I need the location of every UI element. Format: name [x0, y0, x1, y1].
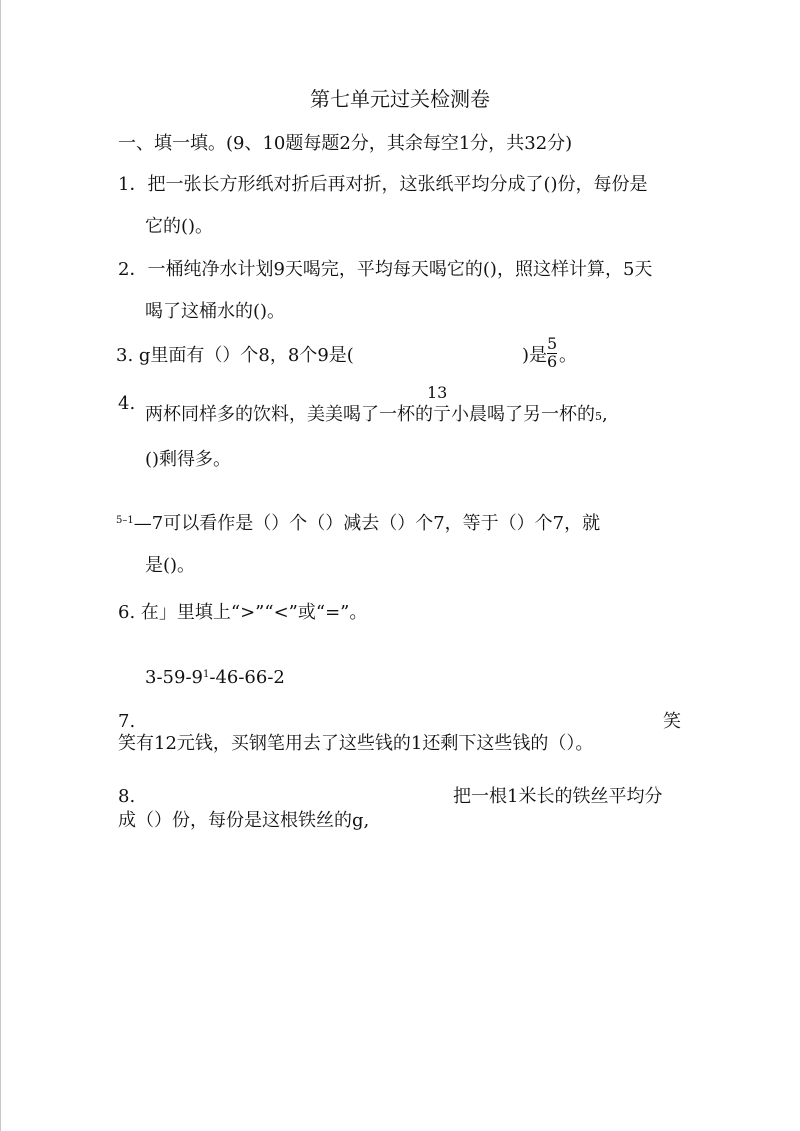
question-7-number: 7. [118, 711, 136, 732]
fraction-denominator: 6 [547, 352, 558, 371]
question-4-top-number: 13 [427, 383, 448, 402]
question-7-line-2: 笑有12元钱，买钢笔用去了这些钱的1还剩下这些钱的（）。 [118, 733, 594, 754]
question-6-expression [145, 664, 285, 689]
question-1-line-2: 它的()。 [145, 216, 214, 237]
fraction-five-sixths [547, 334, 559, 371]
question-5-text: —7可以看作是（）个（）减去（）个7，等于（）个7，就 [133, 513, 601, 534]
question-6-line-1: 6. 在」里填上“>”“<”或“=”。 [118, 602, 368, 623]
question-8-right: 把一根1米长的铁丝平均分 [453, 786, 663, 807]
question-5-prefix: 5 [116, 515, 123, 526]
section-heading: 一、填一填。(9、10题每题2分，其余每空1分，共32分) [118, 133, 573, 154]
question-4-number: 4. [118, 393, 136, 414]
question-3-right [522, 334, 578, 371]
question-4-tail: , [602, 404, 608, 425]
fraction-numerator: 5 [547, 334, 558, 353]
question-3-left: 3. g里面有（）个8，8个9是( [116, 345, 354, 366]
question-4-line-2: ()剩得多。 [145, 449, 232, 470]
page-left-border [0, 0, 1, 1131]
question-2-line-2: 喝了这桶水的()。 [145, 301, 286, 322]
question-4-line-1 [145, 404, 608, 428]
question-3-right-text: )是 [522, 345, 548, 366]
page-title: 第七单元过关检测卷 [310, 87, 490, 111]
question-7-right: 笑 [663, 711, 681, 732]
question-4-text: 两杯同样多的饮料，美美喝了一杯的亍小晨喝了另一杯的 [145, 404, 595, 425]
expression-superscript: 1 [202, 669, 210, 680]
question-3-tail: 。 [559, 345, 578, 366]
question-1-line-1: 1．把一张长方形纸对折后再对折，这张纸平均分成了()份，每份是 [118, 174, 648, 195]
question-8-line-2: 成（）份，每份是这根铁丝的g, [118, 810, 370, 831]
question-8-number: 8. [118, 786, 136, 807]
question-5-line-1 [116, 510, 600, 535]
question-5-minus-one: –1 [122, 515, 134, 526]
expression-part-b: -46-66-2 [209, 667, 285, 688]
question-5-line-2: 是()。 [145, 555, 196, 576]
question-4-small-five: 5 [595, 410, 602, 423]
expression-part-a: 3-59-9 [145, 667, 203, 688]
question-2-line-1: 2．一桶纯净水计划9天喝完，平均每天喝它的()，照这样计算，5天 [118, 259, 653, 280]
